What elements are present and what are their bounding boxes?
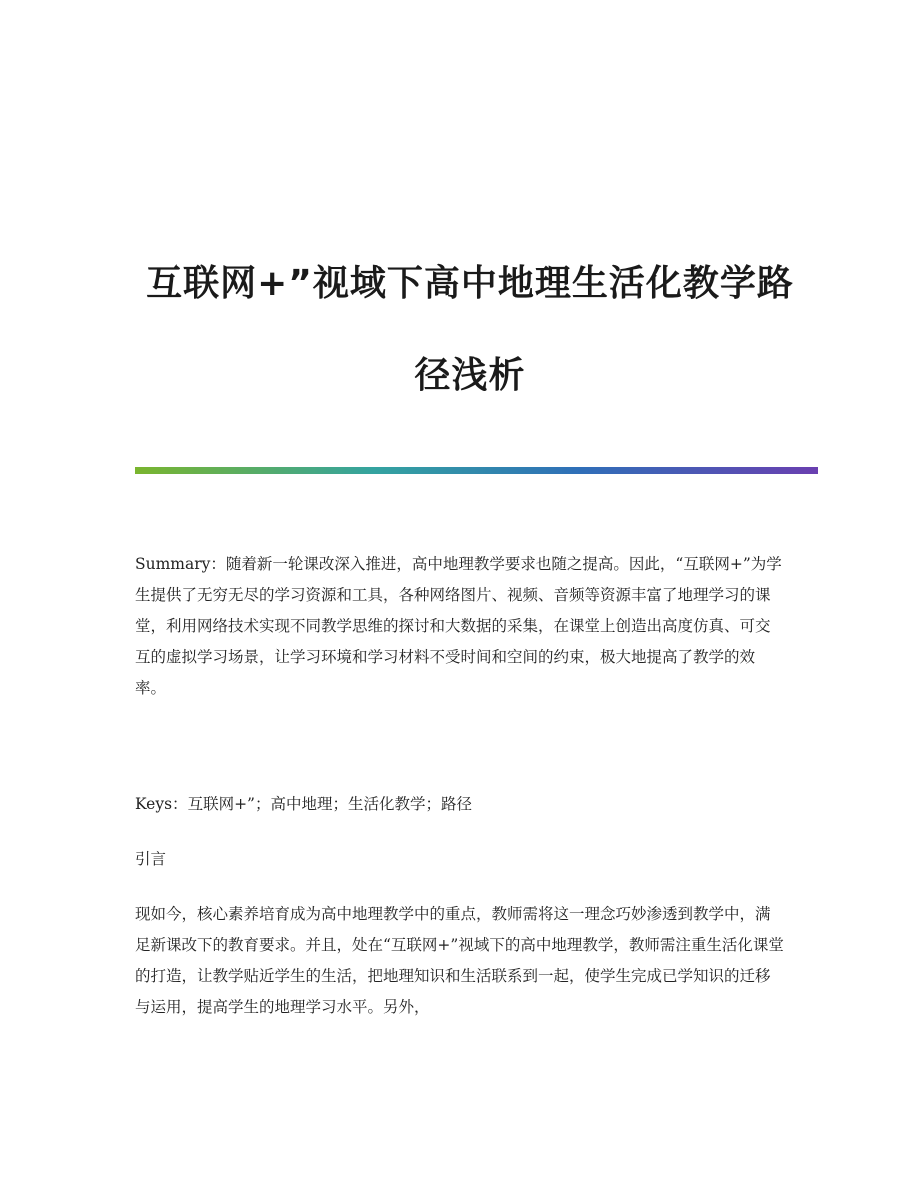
keys-label: Keys： [135, 795, 188, 813]
section-heading-text: 引言 [135, 850, 167, 868]
summary-text: 随着新一轮课改深入推进，高中地理教学要求也随之提高。因此，“互联网+”为学生提供了无穷无尽的学习资源和工具，各种网络图片、视频、音频等资源丰富了地理学习的课堂，利用网络技术实现不同教学思维的探讨和大数据的采集，在课堂上创造出高度仿真、可交互的虚拟学习场景，让学习环境和学习材料不受时间和空间的约束，极大地提高了教学的效率。 [135, 555, 782, 697]
title-line-1: 互联网+”视域下高中地理生活化教学路 [146, 263, 794, 305]
title-line-2: 径浅析 [414, 355, 526, 397]
keywords-paragraph [135, 789, 785, 820]
document-title [120, 238, 820, 422]
intro-text: 现如今，核心素养培育成为高中地理教学中的重点，教师需将这一理念巧妙渗透到教学中，满足新课改下的教育要求。并且，处在“互联网+”视域下的高中地理教学，教师需注重生活化课堂的打造，让教学贴近学生的生活，把地理知识和生活联系到一起，使学生完成已学知识的迁移与运用，提高学生的地理学习水平。另外， [135, 905, 784, 1016]
intro-paragraph [135, 899, 785, 1023]
section-heading [135, 844, 785, 875]
title-divider [135, 467, 818, 474]
keys-text: 互联网+”；高中地理；生活化教学；路径 [187, 795, 472, 813]
summary-paragraph [135, 549, 785, 704]
summary-label: Summary： [135, 555, 226, 573]
